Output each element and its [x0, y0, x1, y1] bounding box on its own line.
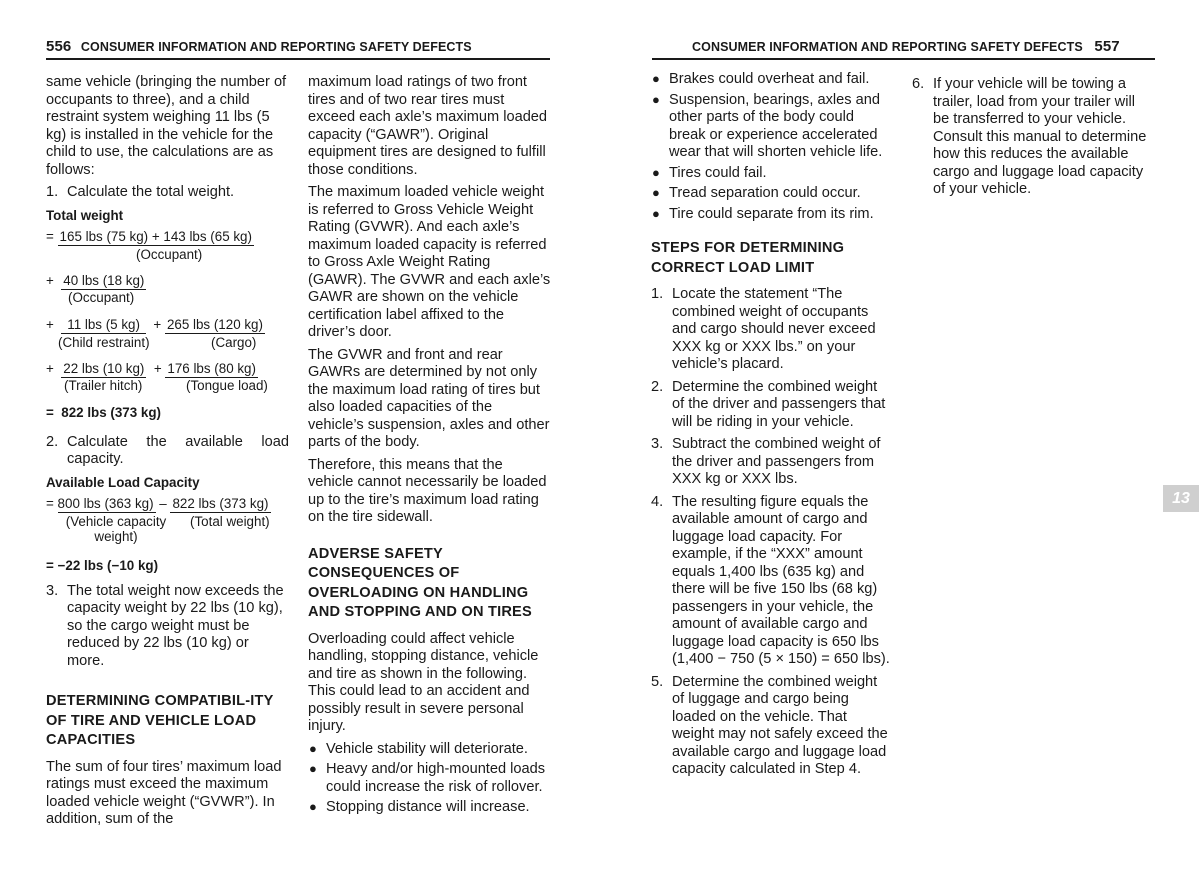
load-step: 2. Determine the combined weight of the driver and passengers that will be riding in your vehicle. — [651, 378, 886, 430]
gawr-text: maximum load ratings of two front tires and of two rear tires must exceed each axle’s maximum loaded capacity (“GAWR”). Original equipment tires are designed to fulfill those conditions. — [308, 74, 548, 178]
right-page-header — [692, 38, 1120, 55]
load-step-6: 6. If your vehicle will be towing a trailer, load from your trailer will be transferred to your vehicle. Consult this manual to determine how this reduces the available cargo and luggage load capacity of your vehicle. — [912, 76, 1147, 197]
load-step: 4. The resulting figure equals the available amount of cargo and luggage load capacity. For example, if the “XXX” amount equals 1,400 lbs (635 kg) and there will be five 150 lbs (68 kg) passengers in your vehicle, the amount of available cargo and luggage load capacity is 650 lbs (1,400 − 750 (5 × 150) = 650 lbs). — [651, 493, 890, 667]
therefore-text: Therefore, this means that the vehicle cannot necessarily be loaded up to the tire’s maximum load rating on the tire sidewall. — [308, 456, 547, 525]
step-1: 1. Calculate the total weight. — [46, 184, 235, 200]
bullet-item: ● Stopping distance will increase. — [309, 799, 530, 815]
total-weight-result: 822 lbs (373 kg) — [61, 404, 162, 420]
column-2 — [308, 74, 551, 820]
compatibility-text: The sum of four tires’ maximum load ratings must exceed the maximum loaded vehicle weight (“GVWR”). In addition, sum of the — [46, 758, 282, 827]
chapter-tab: 13 — [1163, 485, 1199, 512]
total-weight-title: Total weight — [46, 207, 124, 223]
column-3 — [651, 71, 892, 784]
left-page-number: 556 — [46, 38, 72, 55]
total-weight-calc: Total weight = 165 lbs (75 kg) + 143 lbs (65 kg) (Occupant) + 40 lbs (18 kg) (Occupant) + 11 lbs (5 kg) + 265 lbs (120 kg) (Child restraint) (Cargo) + 22 lbs (10 kg) + 176 lbs (80 kg) (Trailer hitch) (Tongue load) = 822 lbs (373 kg) — [46, 208, 289, 434]
bullet-item: ● Vehicle stability will deteriorate. — [309, 740, 528, 757]
compatibility-heading: DETERMINING COMPATIBIL-ITY OF TIRE AND VEHICLE LOAD CAPACITIES — [46, 693, 274, 748]
bullet-item: ● Suspension, bearings, axles and other parts of the body could break or experience accelerated wear that will shorten vehicle life. — [652, 91, 883, 160]
overloading-text: Overloading could affect vehicle handling, stopping distance, vehicle and tire as shown in the following. This could lead to an accident and possibly result in severe personal injury. — [308, 630, 539, 734]
available-capacity-calc: Available Load Capacity = 800 lbs (363 kg) – 822 lbs (373 kg) (Vehicle capacity weight) (Total weight) = −22 lbs (−10 kg) — [46, 475, 289, 583]
right-header-title: CONSUMER INFORMATION AND REPORTING SAFETY DEFECTS — [692, 40, 1083, 54]
load-limit-heading: STEPS FOR DETERMINING CORRECT LOAD LIMIT — [651, 240, 845, 276]
available-capacity-result: −22 lbs (−10 kg) — [57, 557, 159, 573]
step-2: 2. Calculate the available load capacity. — [46, 433, 289, 467]
intro-text: same vehicle (bringing the number of occupants to three), and a child restraint system weighing 11 lbs (5 kg) is installed in the vehicle for the child to use, the calculations are as follows: — [46, 74, 287, 178]
overloading-heading: ADVERSE SAFETY CONSEQUENCES OF OVERLOADING ON HANDLING AND STOPPING AND ON TIRES — [308, 545, 532, 620]
bullet-item: ● Tires could fail. — [652, 164, 767, 181]
load-step: 1. Locate the statement “The combined weight of occupants and cargo should never exceed XXX kg or XXX lbs.” on your vehicle’s placard. — [651, 286, 876, 372]
left-page-header — [46, 38, 472, 55]
left-header-title: CONSUMER INFORMATION AND REPORTING SAFETY DEFECTS — [80, 40, 472, 54]
available-capacity-title: Available Load Capacity — [46, 474, 200, 490]
load-step: 3. Subtract the combined weight of the driver and passengers from XXX kg or XXX lbs. — [651, 436, 881, 487]
gvwr-text: The maximum loaded vehicle weight is referred to Gross Vehicle Weight Rating (GVWR). And each axle’s maximum loaded capacity is referred to Gross Axle Weight Rating (GAWR). The GVWR and each axle’s GAWR are shown on the vehicle certification label affixed to the driver’s door. — [308, 184, 551, 340]
column-1 — [46, 74, 289, 834]
bullet-item: ● Tread separation could occur. — [652, 185, 861, 201]
right-header-rule — [652, 58, 1155, 60]
cargo-caption: (Cargo) — [211, 334, 257, 350]
step-3: 3. The total weight now exceeds the capacity weight by 22 lbs (10 kg), so the cargo weight must be reduced by 22 lbs (10 kg) or more. — [46, 582, 284, 669]
bullet-item: ● Heavy and/or high-mounted loads could increase the risk of rollover. — [309, 761, 546, 795]
left-header-rule — [46, 58, 550, 60]
gvwr-determined-text: The GVWR and front and rear GAWRs are determined by not only the maximum load rating of tires but also loaded capacities of the vehicle’s suspension, axles and other parts of the body. — [308, 346, 550, 450]
column-4 — [912, 76, 1154, 204]
right-page-number: 557 — [1094, 38, 1120, 55]
bullet-item: ● Brakes could overheat and fail. — [652, 71, 870, 87]
bullet-item: ● Tire could separate from its rim. — [652, 205, 874, 222]
load-step: 5. Determine the combined weight of luggage and cargo being loaded on the vehicle. That weight may not safely exceed the available cargo and luggage load capacity calculated in Step 4. — [651, 673, 888, 777]
